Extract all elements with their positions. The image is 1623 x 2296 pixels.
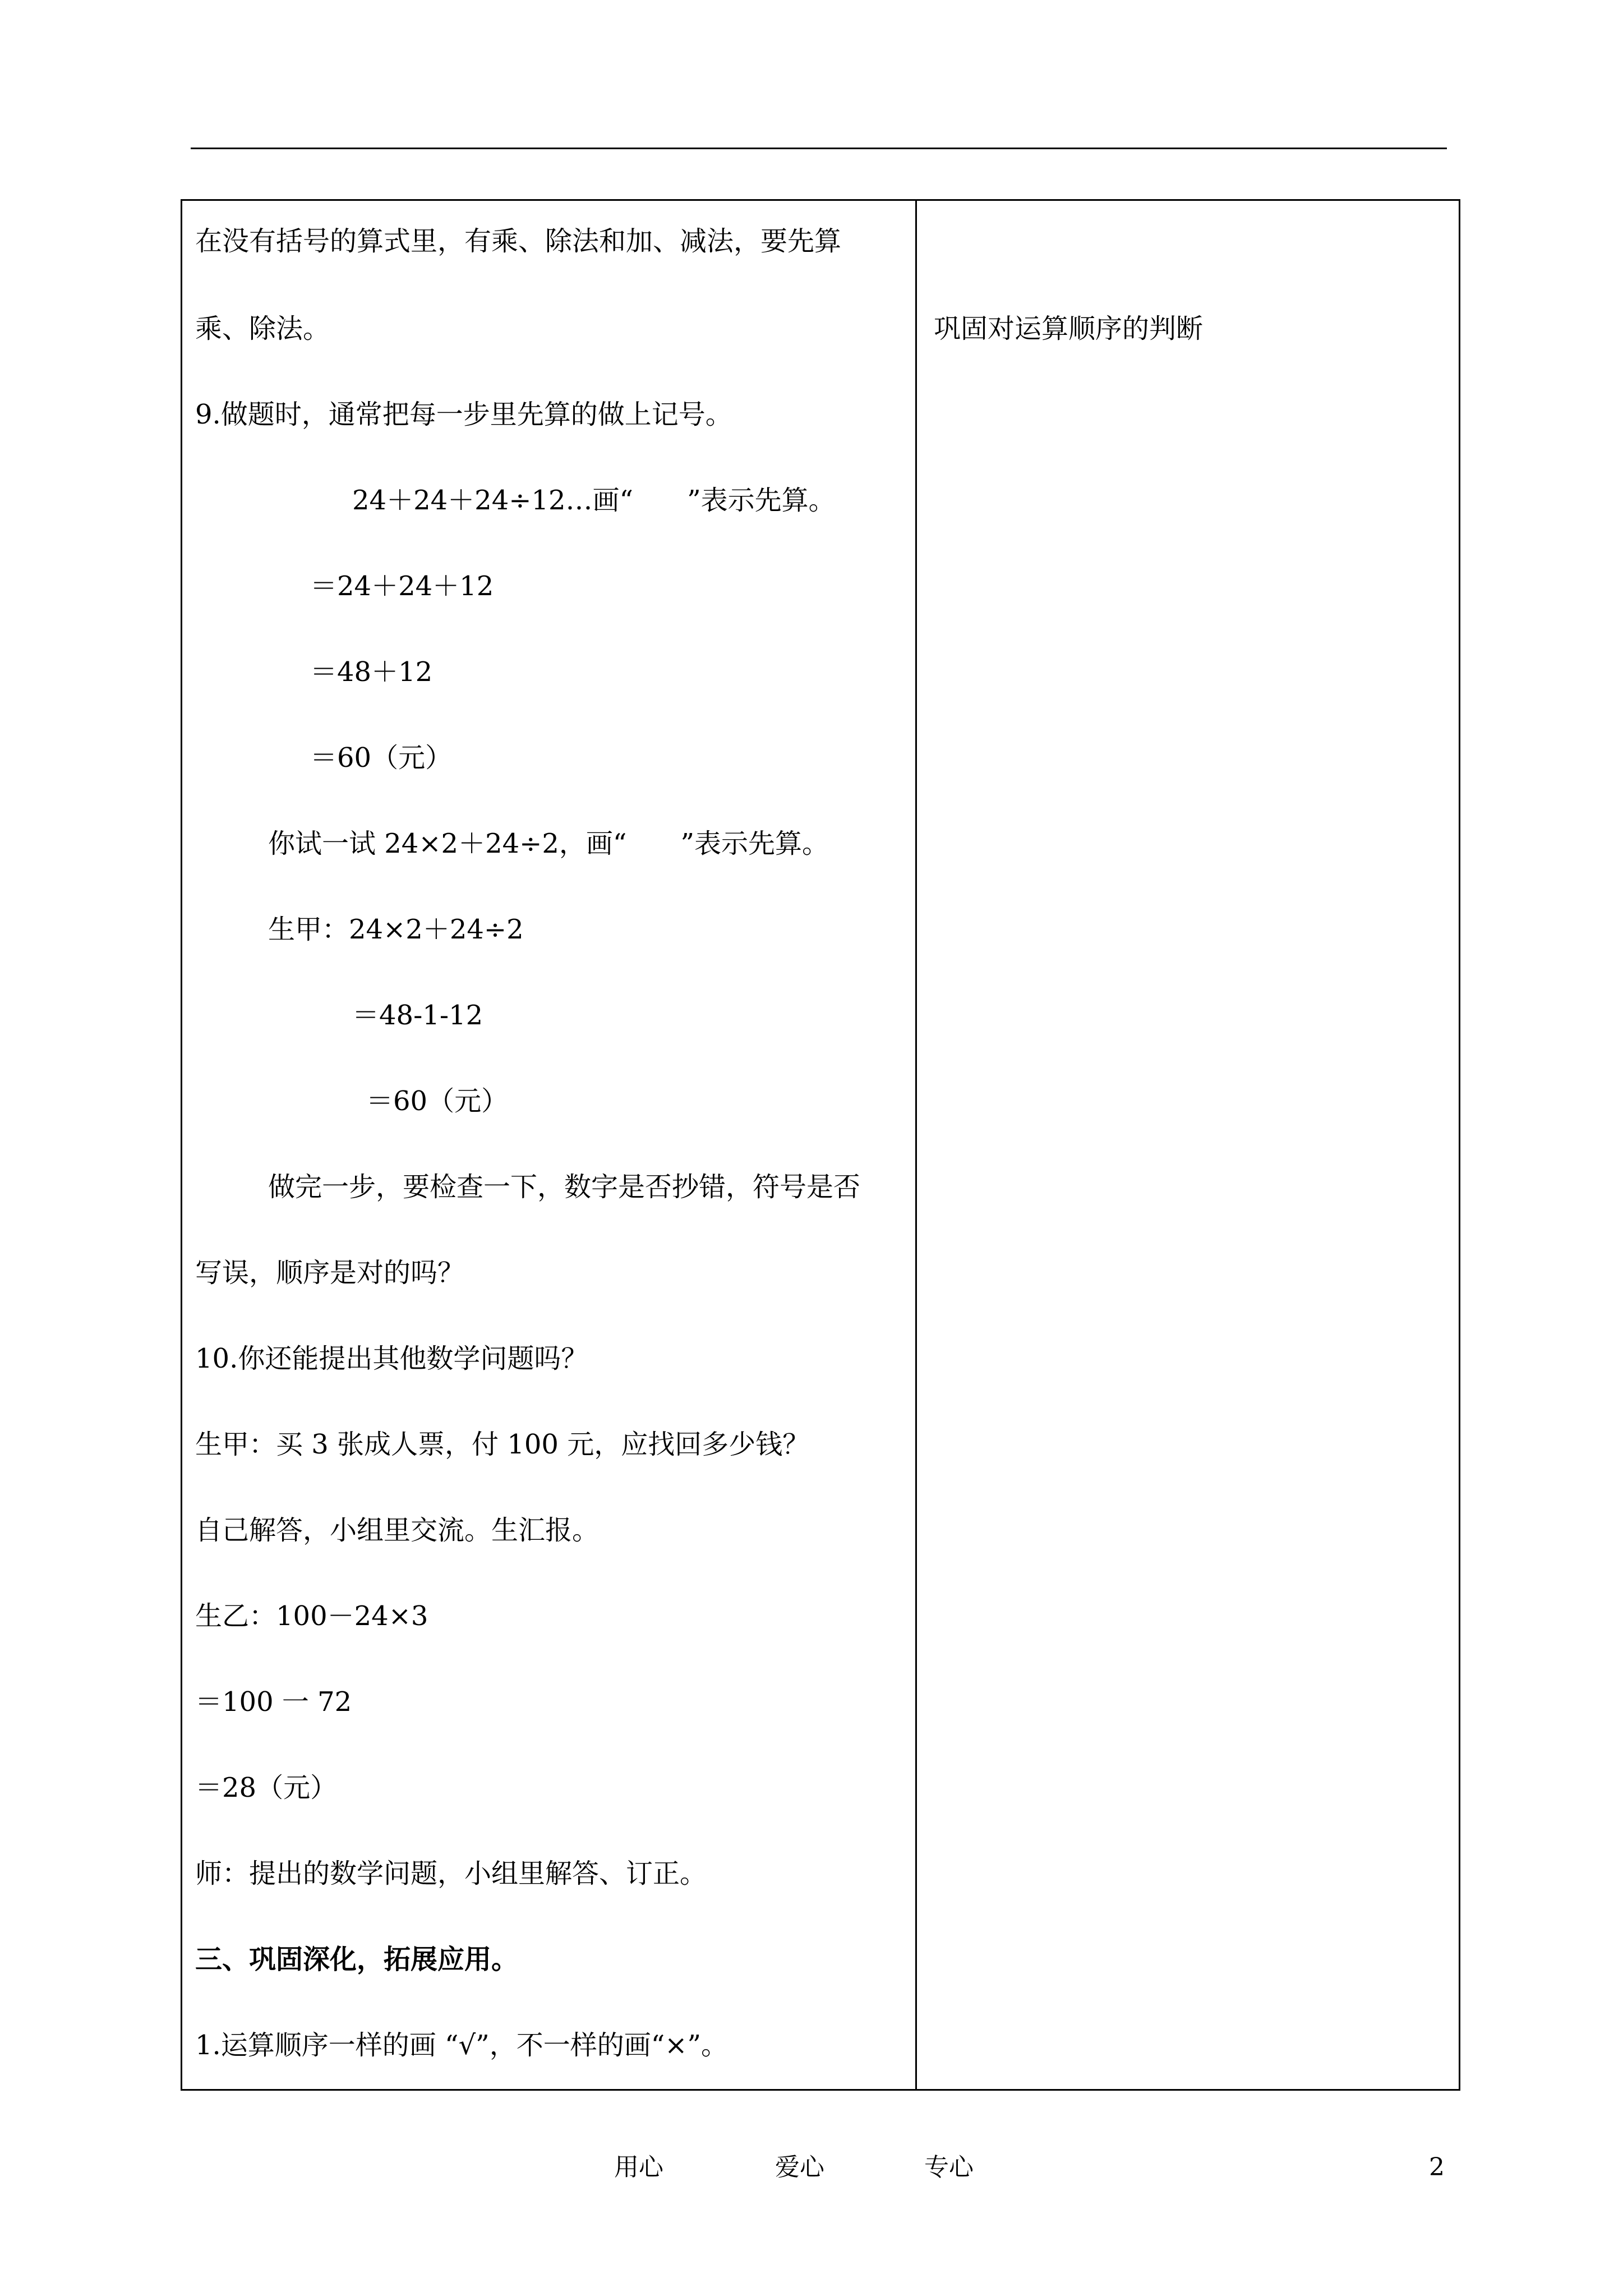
- text-line: 生甲：买 3 张成人票，付 100 元，应找回多少钱？: [195, 1429, 810, 1460]
- text-line: 24＋24＋24÷12…画“ ”表示先算。: [352, 485, 836, 516]
- text-line: ＝60（元）: [310, 742, 453, 774]
- header-rule: [191, 148, 1447, 149]
- text-line: 9.做题时，通常把每一步里先算的做上记号。: [195, 399, 732, 430]
- text-line: 你试一试 24×2＋24÷2，画“ ”表示先算。: [268, 828, 829, 859]
- footer-motto-3: 专心: [924, 2153, 974, 2182]
- text-line: 生甲：24×2＋24÷2: [268, 914, 524, 945]
- footer-motto-2: 爱心: [775, 2153, 824, 2182]
- text-line: 自己解答，小组里交流。生汇报。: [195, 1515, 600, 1546]
- text-line: 10.你还能提出其他数学问题吗？: [195, 1343, 588, 1374]
- text-line: 写误，顺序是对的吗？: [195, 1257, 465, 1289]
- text-line: ＝60（元）: [366, 1085, 509, 1117]
- text-line: ＝24＋24＋12: [310, 570, 494, 602]
- text-line: 乘、除法。: [195, 313, 330, 344]
- table-column-divider: [915, 199, 917, 2091]
- lesson-table: [181, 199, 1460, 2091]
- page-number: 2: [1429, 2153, 1445, 2182]
- right-column-note: 巩固对运算顺序的判断: [934, 313, 1204, 344]
- text-line: ＝28（元）: [195, 1772, 338, 1803]
- text-line: 师：提出的数学问题，小组里解答、订正。: [195, 1858, 707, 1889]
- text-line: ＝100 一 72: [195, 1686, 352, 1718]
- text-line: 1.运算顺序一样的画 “√”，不一样的画“×”。: [195, 2030, 728, 2061]
- text-line: 在没有括号的算式里，有乘、除法和加、减法，要先算: [195, 226, 842, 257]
- text-line: 做完一步，要检查一下，数字是否抄错，符号是否: [268, 1171, 861, 1203]
- text-line: ＝48-1-12: [352, 1000, 483, 1031]
- footer-motto-1: 用心: [614, 2153, 663, 2182]
- section-heading: 三、巩固深化，拓展应用。: [195, 1944, 519, 1975]
- text-line: ＝48＋12: [310, 656, 433, 688]
- text-line: 生乙：100－24×3: [195, 1600, 428, 1632]
